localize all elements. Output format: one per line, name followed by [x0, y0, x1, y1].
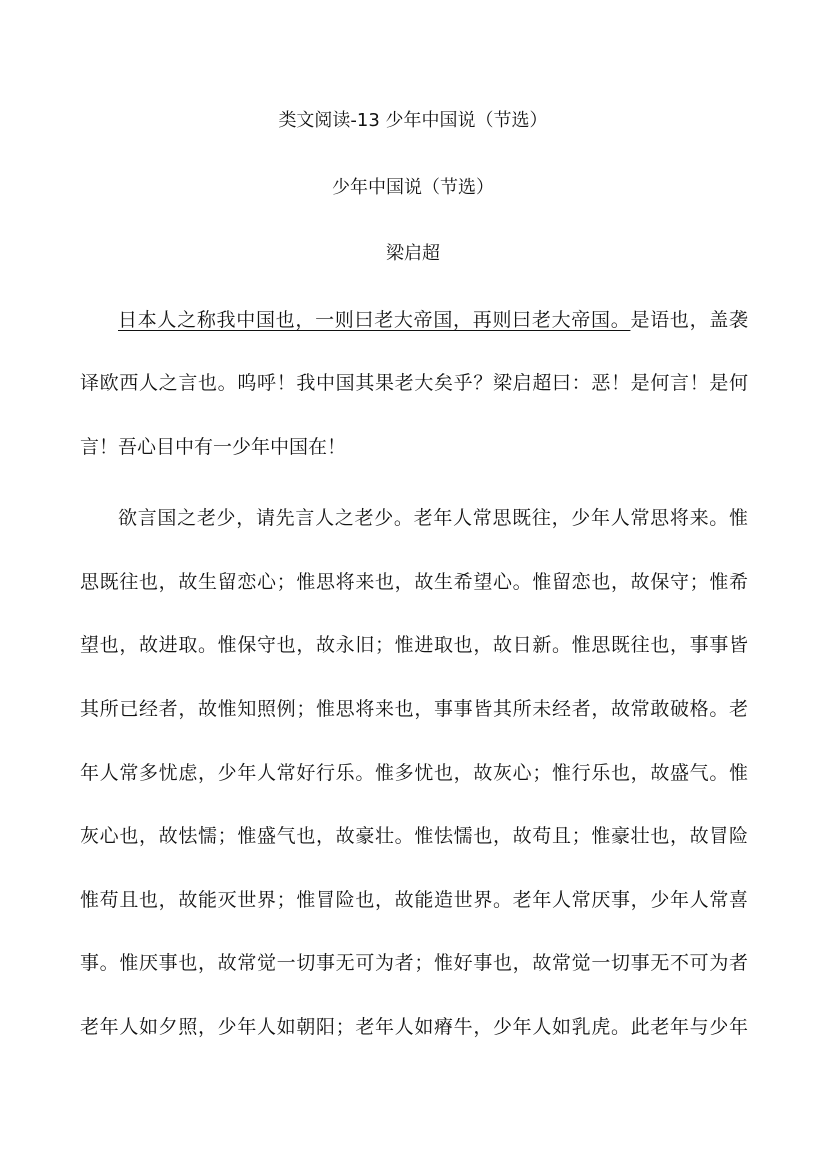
paragraph-1-line-1 [118, 307, 748, 333]
document-heading: 类文阅读-13 少年中国说（节选） [278, 110, 548, 131]
paragraph-2-line: 事。惟厌事也，故常觉一切事无可为者；惟好事也，故常觉一切事无不可为者 [80, 952, 748, 974]
paragraph-2-line: 老年人如夕照，少年人如朝阳；老年人如瘠牛，少年人如乳虎。此老年与少年 [80, 1016, 748, 1038]
paragraph-2-line: 年人常多忧虑，少年人常好行乐。惟多忧也，故灰心；惟行乐也，故盛气。惟 [80, 762, 748, 784]
paragraph-2-line: 其所已经者，故惟知照例；惟思将来也，事事皆其所未经者，故常敢破格。老 [80, 698, 748, 720]
paragraph-1-line-2: 译欧西人之言也。呜呼！我中国其果老大矣乎？梁启超曰：恶！是何言！是何 [80, 372, 748, 394]
paragraph-2-line: 灰心也，故怯懦；惟盛气也，故豪壮。惟怯懦也，故苟且；惟豪壮也，故冒险 [80, 825, 748, 847]
underlined-sentence: 日本人之称我中国也，一则曰老大帝国，再则曰老大帝国。 [118, 309, 631, 331]
paragraph-1-line-3: 言！吾心目中有一少年中国在！ [80, 436, 347, 458]
article-author: 梁启超 [386, 243, 440, 264]
text-segment: 是语也，盖袭 [630, 309, 748, 331]
paragraph-2-line: 欲言国之老少，请先言人之老少。老年人常思既往，少年人常思将来。惟 [118, 507, 748, 529]
paragraph-2-line: 思既往也，故生留恋心；惟思将来也，故生希望心。惟留恋也，故保守；惟希 [80, 571, 748, 593]
article-title: 少年中国说（节选） [332, 177, 494, 198]
paragraph-2-line: 惟苟且也，故能灭世界；惟冒险也，故能造世界。老年人常厌事，少年人常喜 [80, 889, 748, 911]
paragraph-2-line: 望也，故进取。惟保守也，故永旧；惟进取也，故日新。惟思既往也，事事皆 [80, 634, 748, 656]
